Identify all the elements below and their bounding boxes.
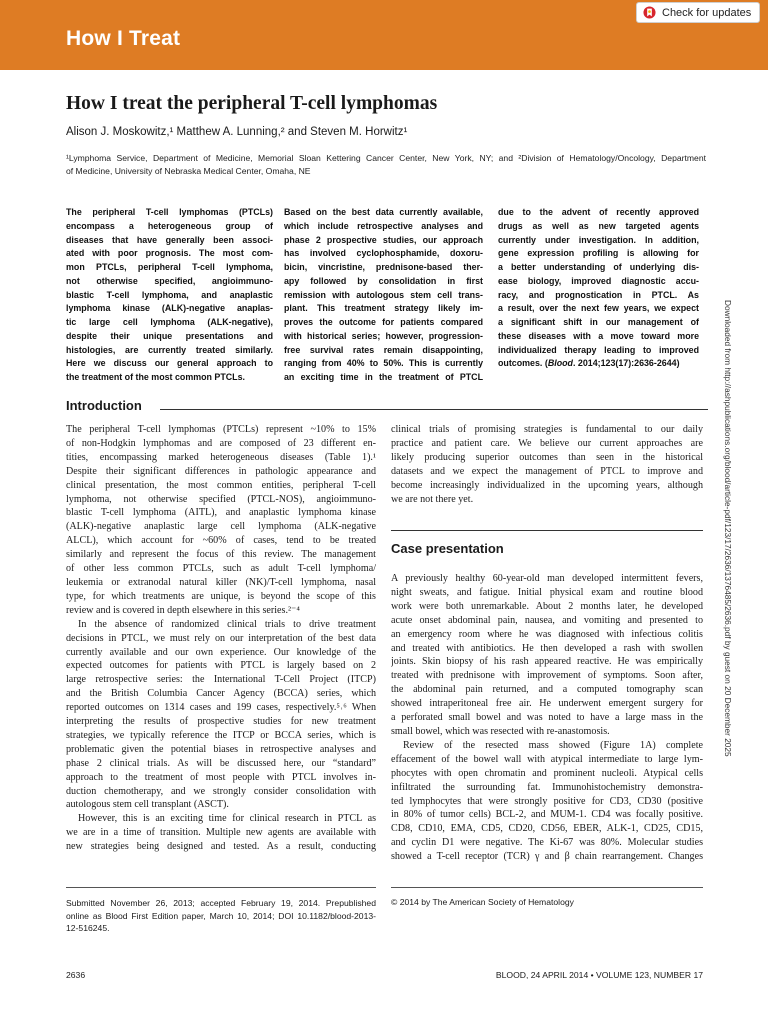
body-line: showed intraperitoneal free air. He underwent emergent surgery for <box>391 698 703 710</box>
abstract-line: despite their unique presentations and <box>66 330 273 341</box>
abstract-column-1 <box>66 206 273 385</box>
abstract-line: currently under investigation. In addition, <box>498 234 699 245</box>
body-line: reported outcomes on 1314 cases and 199 cases, respectively.⁵˒⁶ When <box>66 702 376 714</box>
author-affiliations <box>66 152 706 177</box>
body-line: (ALK)-negative anaplastic large cell lymphoma (ALK-negative <box>66 521 376 533</box>
abstract-column-2 <box>284 206 483 385</box>
body-line: we are in a time of transition. Multiple new agents are available with <box>66 827 376 839</box>
abstract-line: Based on the best data currently available, <box>284 207 483 217</box>
abstract-line: not otherwise specified, angioimmuno- <box>66 275 273 286</box>
abstract-line: due to the advent of recently approved <box>498 207 699 217</box>
body-column-right-top <box>391 423 703 506</box>
abstract-line: these diseases with a move toward more <box>498 330 699 341</box>
body-line: showed a T-cell receptor (TCR) γ and β chain rearrangement. Changes <box>391 851 703 863</box>
body-line: the abdominal pain returned, and a computed tomography scan <box>391 684 703 696</box>
footnote-rule <box>391 887 703 888</box>
body-line: approach to the treatment of most people with PTCL involves in- <box>66 771 376 783</box>
abstract-last-line: outcomes. (Blood. 2014;123(17):2636-2644) <box>498 358 680 369</box>
body-line: strategies, we typically reference the ITCP or BCCA series, which is <box>66 729 376 741</box>
check-for-updates-label: Check for updates <box>662 6 752 19</box>
abstract-line: plant. This treatment strategy likely im- <box>284 303 483 314</box>
footnote-rule <box>66 887 376 888</box>
body-line: we are not there yet. <box>391 493 474 505</box>
body-line: ted lymphocytes that were strongly positive for CD3, CD30 (positive <box>391 795 703 807</box>
body-line: small bowel, which was resected with re-anastomosis. <box>391 725 610 737</box>
body-line: treated with prednisone with improvement of symptoms. Soon after, <box>391 670 703 682</box>
body-line: However, this is an exciting time for clinical research in PTCL as <box>78 813 376 825</box>
body-line: In the absence of randomized clinical trials to drive treatment <box>78 618 376 630</box>
body-line: joints. Skin biopsy of his rash appeared reactive. He was empirically <box>391 656 703 668</box>
body-line: new strategies being designed and tested. As a result, conducting <box>66 841 376 853</box>
body-line: lymphoma, not otherwise specified (PTCL-NOS), angioimmuno- <box>66 493 376 505</box>
body-line: of non-Hodgkin lymphomas and are composed of 23 different en- <box>66 437 376 449</box>
abstract-line: ated with poor prognosis. The most com- <box>66 248 273 259</box>
check-for-updates-button[interactable] <box>636 2 760 23</box>
body-line: night sweats, and fatigue. Initial physical exam and routine blood <box>391 586 703 598</box>
page-number: 2636 <box>66 970 86 980</box>
copyright-note: © 2014 by The American Society of Hematology <box>391 897 574 907</box>
body-line: in 80% of tumor cells) BCL-2, and MUM-1. CD4 was focally positive. <box>391 809 703 821</box>
body-line: effacement of the bowel wall with atypical intermediate to large lym- <box>391 753 703 765</box>
section-header-band <box>0 0 768 70</box>
body-line: practice and patient care. We believe our current approaches are <box>391 437 703 449</box>
abstract-line: which include retrospective analyses and <box>284 220 483 231</box>
heading-rule <box>391 530 703 531</box>
citation-journal: Blood <box>547 358 573 369</box>
body-line: A previously healthy 60-year-old man developed intermittent fevers, <box>391 573 703 584</box>
body-line: leukemia or extranodal natural killer (NK)/T-cell lymphoma, nasal <box>66 576 376 588</box>
body-line: problematic given the potential biases in retrospective analyses and <box>66 743 376 755</box>
body-line: duction chemotherapy, and we strongly consider consolidation with <box>66 785 376 797</box>
body-line: CD8, CD10, EMA, CD5, CD20, CD56, EBER, ALK-1, CD25, CD15, <box>391 823 703 835</box>
abstract-line: an exciting time in the treatment of PTCL <box>284 372 483 382</box>
abstract-line: racy, and prognostication in PTCL. As <box>498 289 699 300</box>
abstract-line: ranging from 40% to 50%. This is currently <box>284 358 483 369</box>
body-line: and treated with antibiotics. He then developed a rash with swollen <box>391 642 703 654</box>
abstract-line: histologies, are currently treated similarly. <box>66 344 273 355</box>
abstract-line: diseases that have generally been associ- <box>66 234 273 245</box>
submission-line: 12-516245. <box>66 923 110 933</box>
body-line: of other less common PTCLs, such as adult T-cell lymphoma/ <box>66 563 376 575</box>
submission-note <box>66 897 376 935</box>
body-line: clinical presentation, the most common entities, peripheral T-cell <box>66 479 376 491</box>
body-line: Review of the resected mass showed (Figure 1A) complete <box>403 739 703 751</box>
body-line: expected outcomes for patients with PTCL is largely based on 2 <box>66 660 376 672</box>
body-line: a perforated small bowel and was noted to have a large mass in the <box>391 712 703 724</box>
body-line: currently available and our own experience. Our knowledge of the <box>66 646 376 658</box>
abstract-line: gene expression profiling is allowing for <box>498 248 699 259</box>
abstract-line: phase 2 prospective studies, our approach <box>284 234 483 245</box>
body-line: phocytes with open chromatin and prominent nucleoli. Atypical cells <box>391 767 703 779</box>
body-line: and cyclin D1 were negative. The Ki-67 was 80%. Molecular studies <box>391 837 703 849</box>
introduction-heading: Introduction <box>66 398 142 413</box>
abstract-line: tic large cell lymphoma (ALK-negative), <box>66 317 273 327</box>
body-line: interpreting the results of prospective studies for new treatment <box>66 716 376 728</box>
abstract-line: apy followed by consolidation in first <box>284 275 483 286</box>
body-line: datasets and we expect the management of PTCL to improve and <box>391 465 703 477</box>
abstract-line: Here we discuss our general approach to <box>66 358 273 369</box>
affiliation-line: ¹Lymphoma Service, Department of Medicine, Memorial Sloan Kettering Cancer Center, New York, NY; and ²Division of Hematology/Oncology, Department <box>66 153 706 163</box>
body-line: an emergency room where he was diagnosed with infectious colitis <box>391 628 703 640</box>
abstract-line: a better understanding of underlying dis- <box>498 262 699 272</box>
body-line: phase 2 clinical trials. As will be discussed here, our “standard” <box>66 757 376 769</box>
download-side-note: Downloaded from http://ashpublications.org/blood/article-pdf/123/17/2636/1376485/2636.pdf by guest on 20 December 2025 <box>723 300 733 757</box>
body-line: become increasingly individualized in the upcoming years, although <box>391 479 703 491</box>
author-list: Alison J. Moskowitz,¹ Matthew A. Lunning,² and Steven M. Horwitz¹ <box>66 126 408 138</box>
abstract-line: encompass a heterogeneous group of <box>66 220 273 231</box>
body-line: Despite their significant differences in pathologic appearance and <box>66 465 376 477</box>
body-column-left <box>66 423 376 854</box>
body-line: type, for which treatments are unique, is beyond the scope of this <box>66 590 376 602</box>
abstract-line: has involved cyclophosphamide, doxoru- <box>284 248 483 259</box>
body-line: infiltrated the surrounding fat. Immunohistochemistry demonstra- <box>391 781 703 793</box>
abstract-line: with historical series; however, progression- <box>284 330 483 341</box>
case-presentation-heading: Case presentation <box>391 541 504 556</box>
submission-line: Submitted November 26, 2013; accepted February 19, 2014. Prepublished <box>66 898 376 908</box>
body-line: acute onset abdominal pain, nausea, and vomiting and presented to <box>391 614 703 626</box>
body-line: tities, encompassing marked heterogeneous diseases (Table 1).¹ <box>66 451 376 463</box>
abstract-line: mon PTCLs, peripheral T-cell lymphoma, <box>66 262 273 272</box>
abstract-line: ease biology, improved diagnostic accu- <box>498 275 699 286</box>
affiliation-line: of Medicine, University of Nebraska Medical Center, Omaha, NE <box>66 165 311 176</box>
body-line: decisions in PTCL, we must rely on our interpretation of the best data <box>66 632 376 644</box>
body-line: review and is covered in depth elsewhere in this series.²⁻⁴ <box>66 604 300 616</box>
body-line: and the British Columbia Cancer Agency (BCCA) series, which <box>66 688 376 700</box>
body-line: blastic T-cell lymphoma (AITL), and anaplastic lymphoma kinase <box>66 507 376 519</box>
abstract-line: a result, over the next few years, we expect <box>498 303 699 314</box>
body-line: clinical trials of promising strategies is fundamental to our daily <box>391 424 703 435</box>
abstract-line: drugs as well as new targeted agents <box>498 220 699 231</box>
abstract-line: blastic T-cell lymphoma, and anaplastic <box>66 289 273 300</box>
body-line: The peripheral T-cell lymphomas (PTCLs) represent ~10% to 15% <box>66 424 376 435</box>
abstract-column-3 <box>498 206 699 371</box>
article-title: How I treat the peripheral T-cell lymphomas <box>66 93 438 114</box>
abstract-line: The peripheral T-cell lymphomas (PTCLs) <box>66 207 273 217</box>
heading-rule <box>160 409 708 410</box>
abstract-line: proves the outcome for patients compared <box>284 317 483 327</box>
abstract-line: individualized therapy leading to improved <box>498 344 699 355</box>
body-line: ALCL), which account for ~60% of cases, tend to be treated <box>66 535 376 547</box>
body-line: autologous stem cell transplant (ASCT). <box>66 799 229 811</box>
abstract-line: bicin, vincristine, prednisone-based ther- <box>284 262 483 272</box>
abstract-line: free survival rates remain disappointing, <box>284 344 483 355</box>
abstract-line: remission with autologous stem cell trans- <box>284 289 483 300</box>
abstract-line: lymphoma kinase (ALK)-negative anaplas- <box>66 303 273 314</box>
body-line: similarly and represent the focus of this review. The management <box>66 549 376 561</box>
body-line: likely producing superior outcomes than seen in the historical <box>391 451 703 463</box>
abstract-line: a significant shift in our management of <box>498 317 699 327</box>
body-line: large retrospective series: the International T-Cell Project (ITCP) <box>66 674 376 686</box>
section-label: How I Treat <box>66 27 181 50</box>
submission-line: online as Blood First Edition paper, March 10, 2014; DOI 10.1182/blood-2013- <box>66 910 376 921</box>
check-updates-icon <box>643 6 656 19</box>
journal-info: BLOOD, 24 APRIL 2014 • VOLUME 123, NUMBER 17 <box>495 970 703 980</box>
body-line: work were both unremarkable. About 2 months later, he developed <box>391 600 703 612</box>
abstract-line: the treatment of the most common PTCLs. <box>66 372 245 382</box>
case-presentation-text <box>391 572 703 864</box>
